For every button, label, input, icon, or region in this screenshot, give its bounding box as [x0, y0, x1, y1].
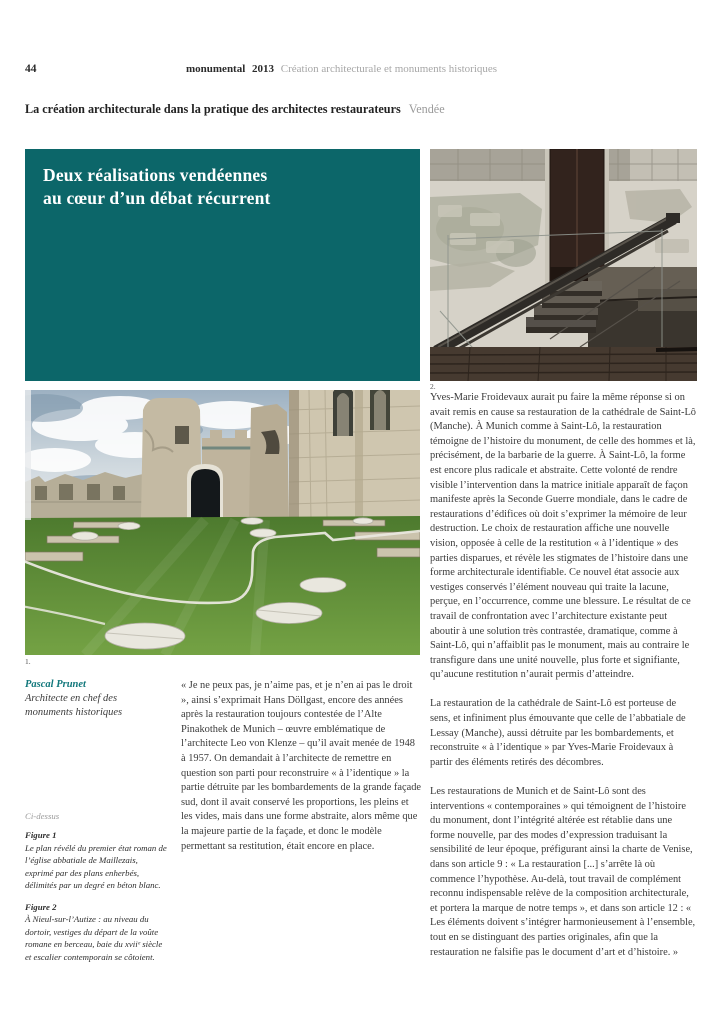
section-title: La création architecturale dans la pratique des architectes restaurateurs [25, 102, 401, 116]
article-title-block [25, 149, 420, 381]
figure1-caption-text: Le plan révélé du premier état roman de l’église abbatiale de Maillezais, exprimé par des plans enherbés, délimités par un degré en béton blanc. [25, 842, 167, 891]
figure1-abbey-ruins-photo [25, 390, 420, 655]
journal-name: monumental [186, 63, 246, 75]
figure2-caption-title: Figure 2 [25, 901, 57, 912]
article-title-line1: Deux réalisations vendéennes [43, 165, 268, 185]
author-role-line2: monuments historiques [25, 707, 123, 719]
author-role-line1: Architecte en chef des [25, 693, 118, 705]
paragraph: Yves-Marie Froidevaux aurait pu faire la même réponse si on avait remis en cause sa restauration de la cathédrale de Saint-Lô (Manche). À Munich comme à Saint-Lô, la restauration témoigne de l’histoire du monument, de celle des hommes et là, précisément, de la barbarie de la guerre. À Saint-Lô, la forme est encore plus radicale et abstraite. Cette volonté de rendre visible l’intervention dans la matrice initiale apparaît de façon manifeste après la Seconde Guerre mondiale, dans le cadre de restaurations d’édifices où doit s’exprimer la mémoire de leur destruction. Le choix de restauration affiche une nouvelle vision, opposée à celle de la restitution « à l’identique » des parties disparues, et révèle les stigmates de l’histoire dans une forme architecturale identifiable. Ce nouvel état associe aux vestiges conservés l’élément nouveau qui traite la lacune, perçue, en l’occurrence, comme une blessure. Le résultat de ce travail de confrontation avec l’architecture existante peut aboutir à une solution très contrastée, dramatique, comme à Saint-Lô, qui n’affaiblit pas le monument, mais au contraire le transfigure dans une unité nouvelle, plus forte et signifiante, qu’aucune restitution n’aurait permis d’atteindre. [430, 392, 696, 681]
body-column-middle [181, 679, 422, 869]
running-header [186, 63, 497, 75]
section-region: Vendée [408, 102, 445, 116]
figure1-number: 1. [25, 657, 31, 666]
article-title-line2: au cœur d’un débat récurrent [43, 188, 271, 209]
figure2-number: 2. [430, 382, 436, 391]
author-name: Pascal Prunet [25, 679, 86, 690]
paragraph: Les restaurations de Munich et de Saint-Lô sont des interventions « contemporaines » qui témoignent de l’histoire du monument, dont l’intégrité altérée est rétablie dans une forme nouvelle, par des modes d’expression traduisant la sensibilité de leur époque, préfigurant ainsi la charte de Venise, dans son article 9 : « La restauration [...] s’arrête là où commence l’hypothèse. Au-delà, tout travail de complément reconnu indispensable relève de la composition architecturale, et portera la marque de notre temps », et dans son article 12 : « Les éléments doivent s’intégrer harmonieusement à l’ensemble, tout en se distinguant des parties originales, afin que la restauration ne falsifie pas le document d’art et d’histoire. » [430, 786, 696, 958]
figure1-caption-title: Figure 1 [25, 830, 57, 841]
figure2-staircase-photo [430, 149, 697, 381]
page-number: 44 [25, 63, 37, 75]
body-column-right [430, 391, 698, 975]
section-header [25, 102, 445, 117]
paragraph: La restauration de la cathédrale de Saint-Lô est porteuse de sens, et infiniment plus émouvante que celle de l’abbatiale de Lessay (Manche), aussi détruite par les bombardements, et reconstruite « à l’identique » par Yves-Marie Froidevaux à partir des éléments retirés des décombres. [430, 698, 686, 768]
figure2-caption-text: À Nieul-sur-l’Autize : au niveau du dortoir, vestiges du départ de la voûte romane en berceau, baie du xviiᵉ siècle et escalier contemporain se côtoient. [25, 914, 163, 962]
author-block [25, 678, 175, 721]
caption-location-label: Ci-dessus [25, 811, 60, 821]
caption-block [25, 810, 167, 972]
journal-year: 2013 [252, 63, 275, 75]
issue-title: Création architecturale et monuments historiques [280, 63, 498, 75]
paragraph: « Je ne peux pas, je n’aime pas, et je n’en ai pas le droit », ainsi s’exprimait Hans Döllgast, encore des années après la restauration toujours contestée de l’Alte Pinakothek de Munich – œuvre emblématique de l’architecte Leo von Klenze – qu’il avait menée de 1948 à 1957. On demandait à l’architecte de remettre en question son parti pour reconstruire « à l’identique » la partie détruite par les bombardements de la grande façade sud, dont il avait conservé les proportions, les pleins et les vides, mais dans une forme abstraite, alors même que la majeure partie de la façade, et donc le modèle permettant sa restitution, était encore en place. [181, 680, 422, 852]
